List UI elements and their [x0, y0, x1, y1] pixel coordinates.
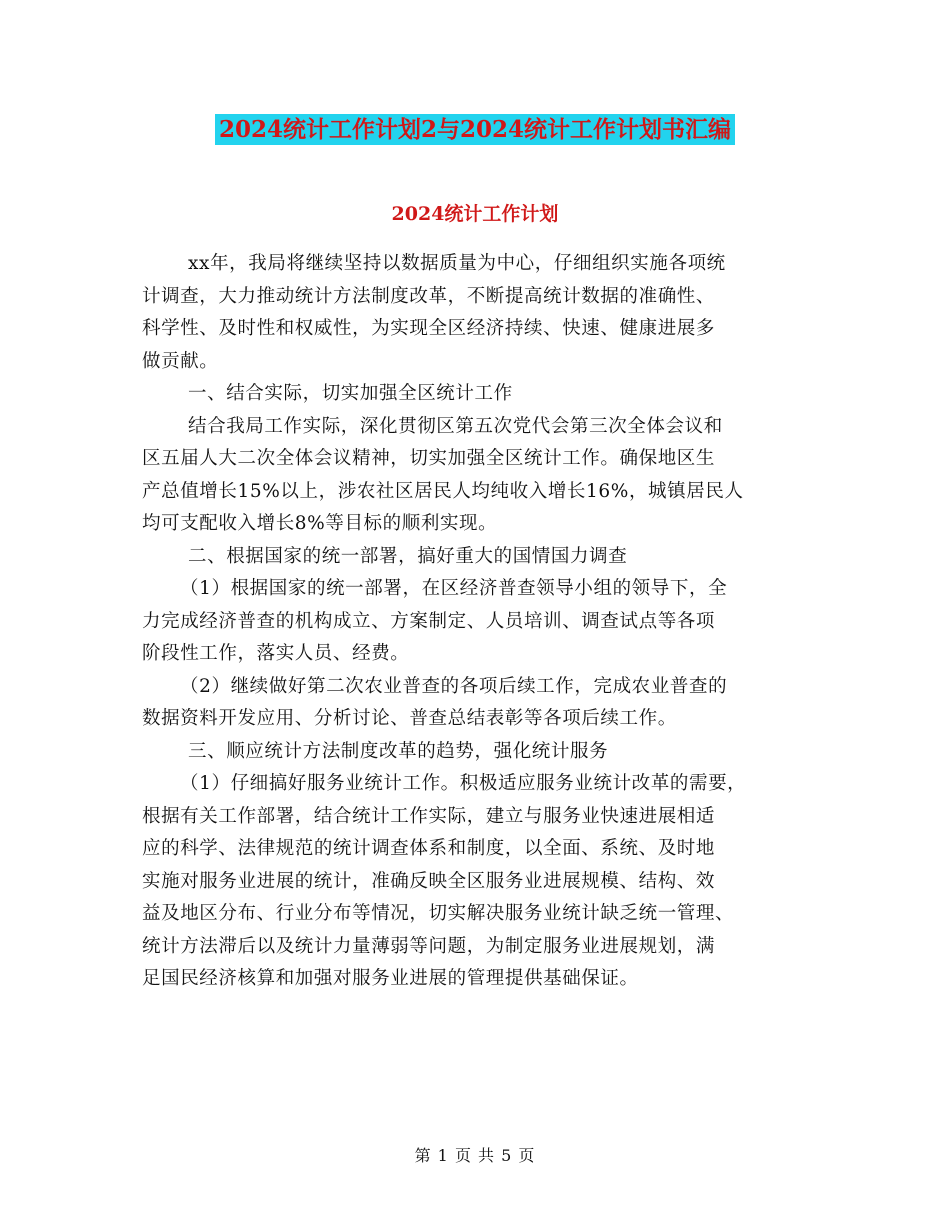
document-body — [142, 248, 810, 996]
paragraph-line: 科学性、及时性和权威性，为实现全区经济持续、快速、健康进展多 — [142, 318, 716, 339]
paragraph-line: 根据有关工作部署，结合统计工作实际，建立与服务业快速进展相适 — [142, 805, 716, 827]
paragraph-line: 实施对服务业进展的统计，准确反映全区服务业进展规模、结构、效 — [142, 870, 716, 892]
section-title: 2024统计工作计划 — [391, 203, 559, 225]
paragraph-line: 结合我局工作实际，深化贯彻区第五次党代会第三次全体会议和 — [188, 415, 723, 437]
paragraph-line: xx年，我局将继续坚持以数据质量为中心，仔细组织实施各项统 — [188, 253, 726, 274]
paragraph-line: 区五届人大二次全体会议精神，切实加强全区统计工作。确保地区生 — [142, 448, 716, 469]
heading-line: 二、根据国家的统一部署，搞好重大的国情国力调查 — [188, 545, 628, 567]
paragraph-line: 数据资料开发应用、分析讨论、普查总结表彰等各项后续工作。 — [142, 708, 677, 729]
paragraph-line: 产总值增长15%以上，涉农社区居民人均纯收入增长16%，城镇居民人 — [142, 480, 744, 502]
paragraph-line: 均可支配收入增长8%等目标的顺利实现。 — [142, 513, 498, 534]
document-main-title — [0, 112, 950, 148]
paragraph-line: 计调查，大力推动统计方法制度改革，不断提高统计数据的准确性、 — [142, 285, 716, 307]
paragraph-line: 足国民经济核算和加强对服务业进展的管理提供基础保证。 — [142, 968, 639, 989]
paragraph-line: 统计方法滞后以及统计力量薄弱等问题，为制定服务业进展规划，满 — [142, 935, 716, 957]
main-title-text: 2024统计工作计划2与2024统计工作计划书汇编 — [215, 114, 735, 145]
paragraph-line: （1）根据国家的统一部署，在区经济普查领导小组的领导下，全 — [180, 578, 728, 599]
paragraph-line: 应的科学、法律规范的统计调查体系和制度，以全面、系统、及时地 — [142, 838, 716, 859]
paragraph-line: 力完成经济普查的机构成立、方案制定、人员培训、调查试点等各项 — [142, 610, 716, 632]
paragraph-line: 阶段性工作，落实人员、经费。 — [142, 643, 410, 664]
heading-line: 三、顺应统计方法制度改革的趋势，强化统计服务 — [188, 740, 609, 762]
page-footer: 第 1 页 共 5 页 — [414, 1146, 536, 1165]
heading-line: 一、结合实际，切实加强全区统计工作 — [188, 383, 513, 404]
paragraph-line: （2）继续做好第二次农业普查的各项后续工作，完成农业普查的 — [180, 675, 728, 697]
paragraph-line: 益及地区分布、行业分布等情况，切实解决服务业统计缺乏统一管理、 — [142, 903, 735, 924]
paragraph-line: （1）仔细搞好服务业统计工作。积极适应服务业统计改革的需要， — [180, 773, 747, 794]
paragraph-line: 做贡献。 — [142, 350, 219, 372]
